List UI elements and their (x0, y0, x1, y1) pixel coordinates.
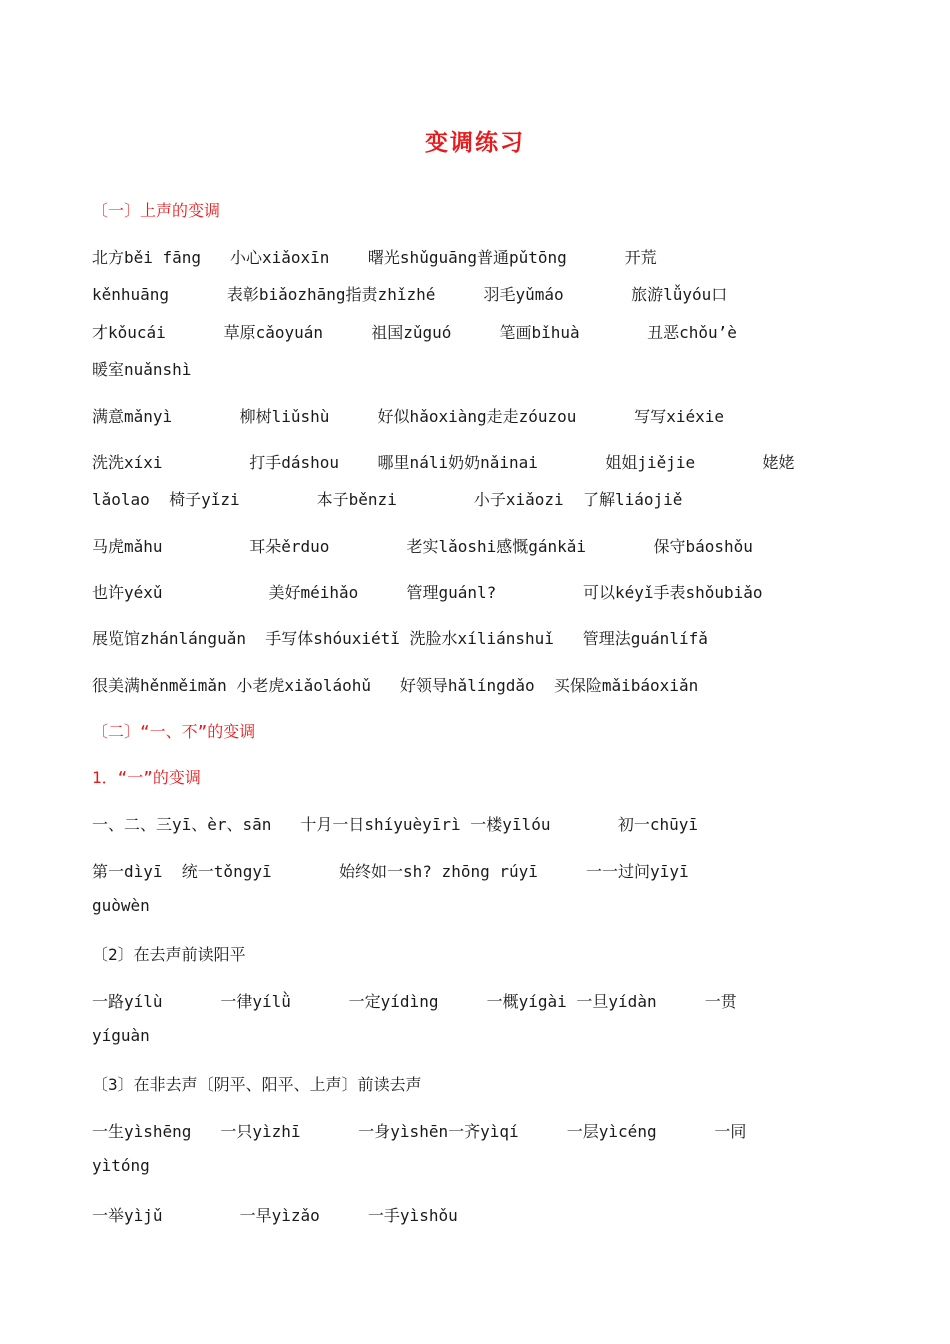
text-line: 马虎mǎhu 耳朵ěrduo 老实lǎoshi感慨gánkǎi 保守báoshǒu (92, 537, 753, 556)
text-line: guòwèn (92, 896, 150, 915)
text-line: 一举yìjǔ 一早yìzǎo 一手yìshǒu (92, 1206, 458, 1225)
text-line: lǎolao 椅子yǐzi 本子běnzi 小子xiǎozi 了解liáojiě (92, 490, 683, 509)
text-line: 展览馆zhánlánguǎn 手写体shóuxiétǐ 洗脸水xíliánshuǐ 管理法guánlífǎ (92, 629, 708, 648)
text-line: 一生yìshēng 一只yìzhī 一身yìshēn一齐yìqí 一层yìcéng 一同 (92, 1122, 747, 1141)
subsection-heading: 〔2〕在去声前读阳平 (92, 945, 246, 964)
text-line: 很美满hěnměimǎn 小老虎xiǎoláohǔ 好领导hǎlíngdǎo 买保险mǎibáoxiǎn (92, 676, 699, 695)
section-heading: 〔二〕“一、不”的变调 (92, 722, 256, 741)
text-line: 一、二、三yī、èr、sān 十月一日shíyuèyīrì 一楼yīlóu 初一chūyī (92, 815, 699, 834)
text-line: 暖室nuǎnshì (92, 360, 192, 379)
section-heading: 〔一〕上声的变调 (92, 201, 221, 220)
text-line: 一路yílù 一律yílǜ 一定yídìng 一概yígài 一旦yídàn 一贯 (92, 992, 737, 1011)
text-line: 才kǒucái 草原cǎoyuán 祖国zǔguó 笔画bǐhuà 丑恶chǒu’è (92, 323, 737, 342)
document-title: 变调练习 (425, 130, 525, 156)
subsection-heading: 1．“一”的变调 (92, 768, 201, 787)
text-line: 洗洗xíxi 打手dáshou 哪里náli奶奶nǎinai 姐姐jiějie 姥姥 (92, 453, 795, 472)
text-line: 第一dìyī 统一tǒngyī 始终如一sh? zhōng rúyī 一一过问yīyī (92, 862, 689, 881)
text-line: 也许yéxǔ 美好méihǎo 管理guánl? 可以kéyǐ手表shǒubiǎo (92, 583, 763, 602)
text-line: yìtóng (92, 1156, 150, 1175)
text-line: yíguàn (92, 1026, 150, 1045)
text-line: 满意mǎnyì 柳树liǔshù 好似hǎoxiàng走走zóuzou 写写xiéxie (92, 407, 725, 426)
subsection-heading: 〔3〕在非去声〔阴平、阳平、上声〕前读去声 (92, 1075, 422, 1094)
text-line: kěnhuāng 表彰biǎozhāng指责zhǐzhé 羽毛yǔmáo 旅游lǚyóu口 (92, 285, 728, 304)
text-line: 北方běi fāng 小心xiǎoxīn 曙光shǔguāng普通pǔtōng 开荒 (92, 248, 657, 267)
